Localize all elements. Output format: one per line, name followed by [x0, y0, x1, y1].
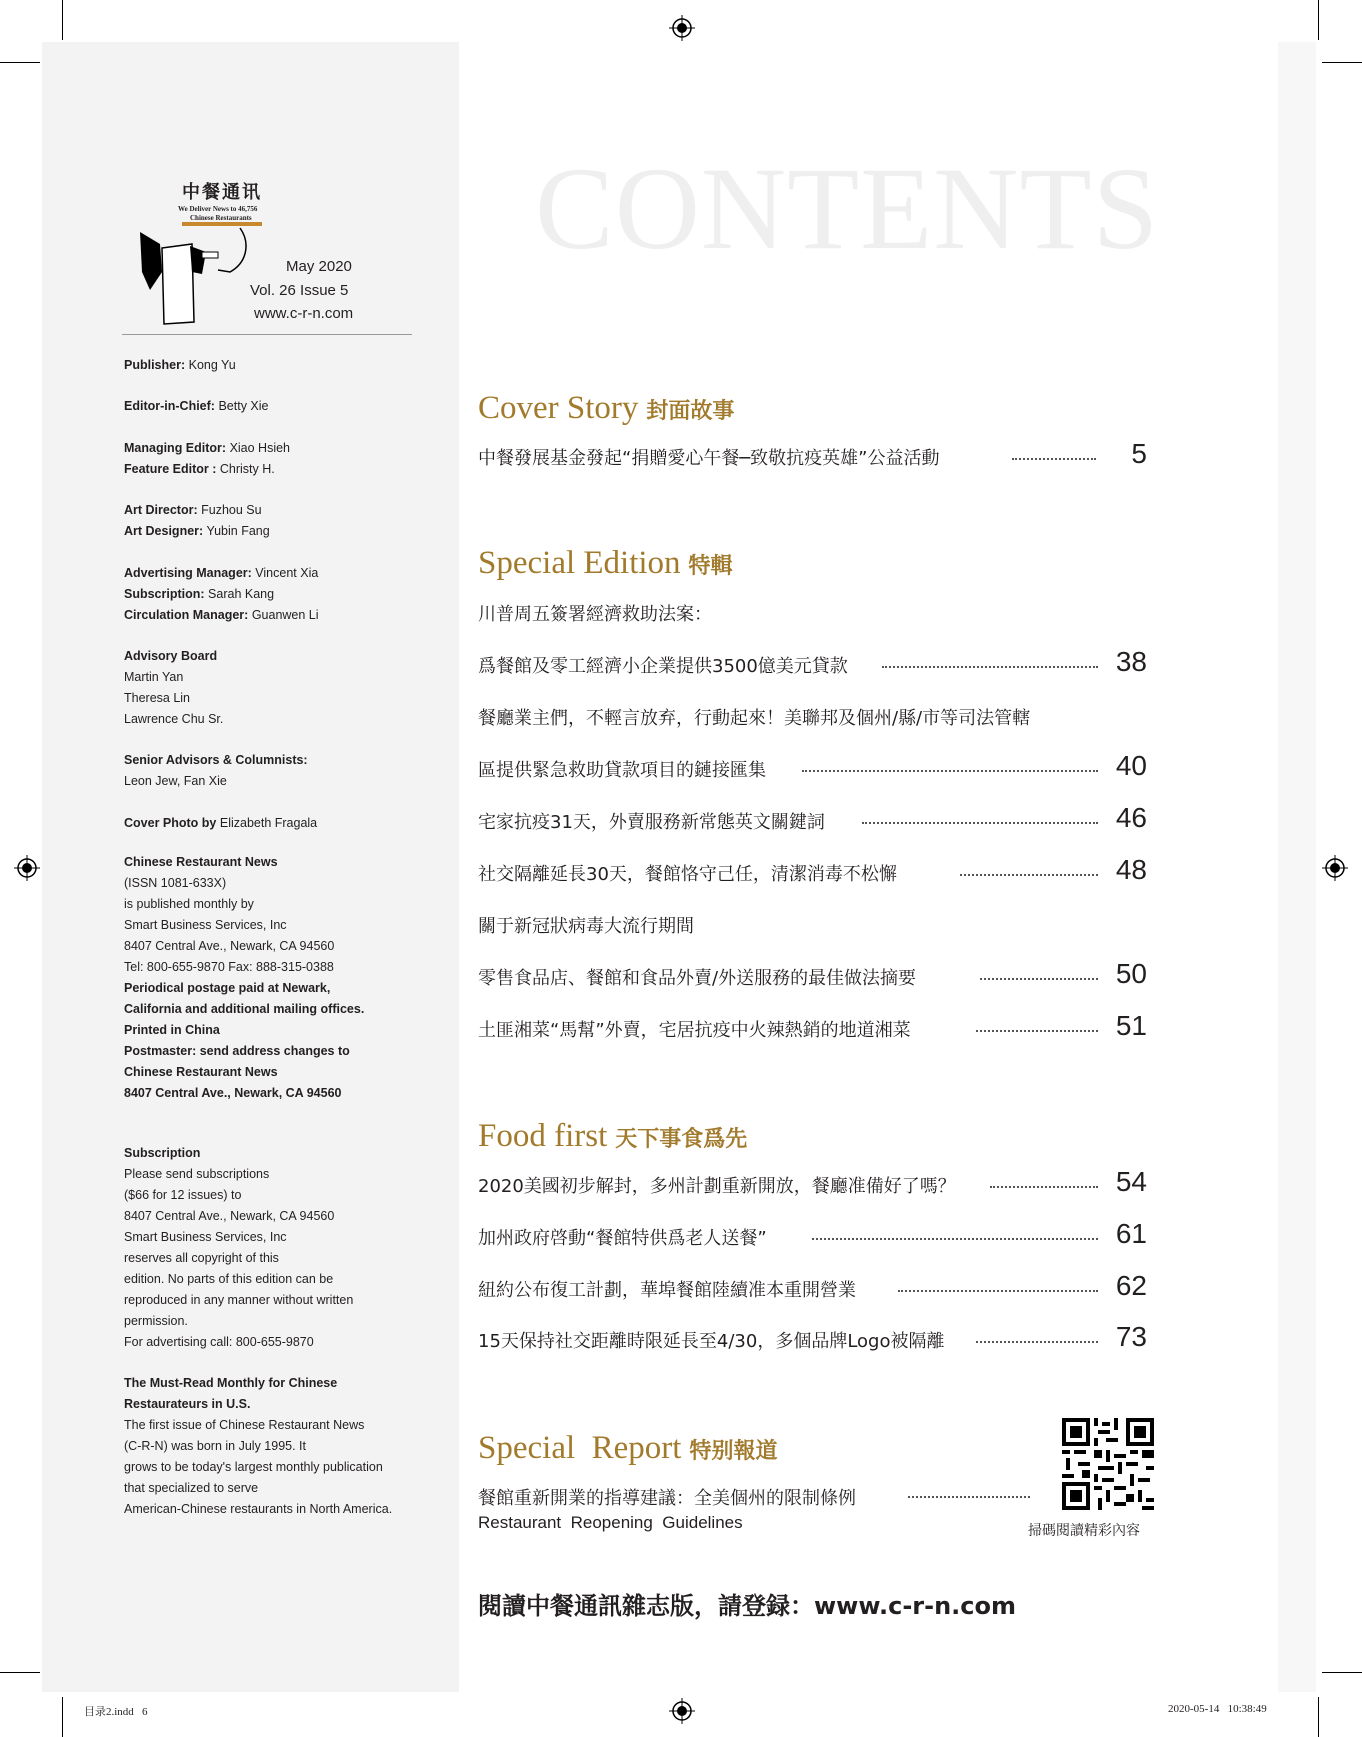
- toc-leader: [862, 822, 1098, 824]
- credit-line: Subscription: Sarah Kang: [124, 587, 275, 601]
- toc-entry[interactable]: 社交隔離延長30天，餐館恪守己任，清潔消毒不松懈: [478, 864, 897, 885]
- toc-page-number: 61: [1115, 1218, 1147, 1249]
- logo-tagline: Chinese Restaurants: [190, 214, 252, 222]
- section-title-food-first: Food first 天下事食爲先: [478, 1118, 748, 1154]
- toc-leader: [802, 770, 1098, 772]
- toc-page-number: 54: [1115, 1166, 1147, 1197]
- toc-page-number: 50: [1115, 958, 1147, 989]
- credit-line: Lawrence Chu Sr.: [124, 712, 224, 726]
- toc-page-number: 48: [1115, 854, 1147, 885]
- toc-entry[interactable]: 宅家抗疫31天，外賣服務新常態英文關鍵詞: [478, 812, 825, 833]
- print-slug-timestamp: 2020-05-14 10:38:49: [1168, 1703, 1267, 1715]
- section-title-special-edition: Special Edition 特輯: [478, 545, 733, 581]
- toc-page-number: 5: [1131, 438, 1147, 469]
- toc-leader: [812, 1238, 1098, 1240]
- toc-entry[interactable]: 紐約公布復工計劃，華埠餐館陸續准本重開營業: [478, 1280, 856, 1301]
- credit-line: Cover Photo by Elizabeth Fragala: [124, 816, 318, 830]
- info-line: 8407 Central Ave., Newark, CA 94560: [124, 1086, 342, 1100]
- info-line: that specialized to serve: [124, 1481, 259, 1495]
- print-slug-file: 目录2.indd 6: [84, 1706, 148, 1718]
- crop-mark: [62, 0, 63, 40]
- credit-line: Martin Yan: [124, 670, 184, 684]
- credit-line: Editor-in-Chief: Betty Xie: [124, 399, 269, 413]
- registration-mark-icon: [14, 855, 40, 881]
- crop-mark: [1322, 62, 1362, 63]
- registration-mark-icon: [1322, 855, 1348, 881]
- credit-line: Art Designer: Yubin Fang: [124, 524, 270, 538]
- credit-line: Feature Editor : Christy H.: [124, 462, 275, 476]
- subscription-heading: Subscription: [124, 1146, 201, 1160]
- toc-entry[interactable]: 關于新冠狀病毒大流行期間: [478, 916, 694, 937]
- toc-entry-english: Restaurant Reopening Guidelines: [478, 1513, 743, 1532]
- crop-mark: [62, 1697, 63, 1737]
- info-line: (ISSN 1081-633X): [124, 876, 227, 890]
- issue-volume: Vol. 26 Issue 5: [250, 282, 349, 299]
- credit-line: Publisher: Kong Yu: [124, 358, 236, 372]
- section-title-special-report: Special Report 特别報道: [478, 1430, 778, 1466]
- toc-leader: [990, 1186, 1098, 1188]
- qr-caption: 掃碼閱讀精彩內容: [1028, 1523, 1140, 1539]
- toc-page-number: 38: [1115, 646, 1147, 677]
- info-line: edition. No parts of this edition can be: [124, 1272, 334, 1286]
- toc-entry[interactable]: 加州政府啓動“餐館特供爲老人送餐”: [478, 1228, 767, 1249]
- toc-page-number: 73: [1115, 1321, 1147, 1352]
- info-line: is published monthly by: [124, 897, 254, 911]
- masthead-divider: [122, 334, 412, 335]
- issue-month: May 2020: [286, 258, 352, 275]
- toc-entry[interactable]: 零售食品店、餐館和食品外賣/外送服務的最佳做法摘要: [478, 968, 917, 989]
- credit-line: Theresa Lin: [124, 691, 191, 705]
- info-line: Printed in China: [124, 1023, 220, 1037]
- crop-mark: [1318, 0, 1319, 40]
- info-line: Smart Business Services, Inc: [124, 1230, 287, 1244]
- crop-mark: [1322, 1672, 1362, 1673]
- toc-intro: 川普周五簽署經濟救助法案：: [478, 604, 712, 625]
- toc-leader: [1012, 458, 1096, 460]
- crop-mark: [0, 1672, 40, 1673]
- credit-line: Senior Advisors & Columnists:: [124, 753, 308, 767]
- qr-code-icon[interactable]: [1062, 1418, 1154, 1510]
- masthead-website: www.c-r-n.com: [254, 305, 354, 322]
- about-heading: The Must-Read Monthly for Chinese: [124, 1376, 338, 1390]
- info-line: Tel: 800-655-9870 Fax: 888-315-0388: [124, 960, 334, 974]
- info-line: grows to be today's largest monthly publication: [124, 1460, 383, 1474]
- toc-leader: [908, 1496, 1030, 1498]
- logo-title: 中餐通讯: [182, 182, 262, 203]
- info-line: reserves all copyright of this: [124, 1251, 279, 1265]
- toc-entry[interactable]: 2020美國初步解封，多州計劃重新開放，餐廳准備好了嗎？: [478, 1176, 956, 1197]
- info-line: Smart Business Services, Inc: [124, 918, 287, 932]
- toc-entry[interactable]: 中餐發展基金發起“捐贈愛心午餐─致敬抗疫英雄”公益活動: [478, 448, 940, 469]
- subscription-info: [124, 1143, 353, 1353]
- info-line: reproduced in any manner without written: [124, 1293, 354, 1307]
- info-line: The first issue of Chinese Restaurant News: [124, 1418, 365, 1432]
- info-line: Periodical postage paid at Newark,: [124, 981, 331, 995]
- registration-mark-icon: [669, 1698, 695, 1724]
- toc-entry[interactable]: 餐廳業主們，不輕言放弃，行動起來！美聯邦及個州/縣/市等司法管轄: [478, 708, 1031, 729]
- about-info: [124, 1373, 392, 1520]
- credit-line: Art Director: Fuzhou Su: [124, 503, 262, 517]
- toc-entry[interactable]: 15天保持社交距離時限延長至4/30，多個品牌Logo被隔離: [478, 1331, 945, 1352]
- toc-leader: [898, 1290, 1098, 1292]
- toc-entry[interactable]: 餐館重新開業的指導建議：全美個州的限制條例: [478, 1488, 856, 1509]
- registration-mark-icon: [669, 15, 695, 41]
- toc-leader: [960, 874, 1098, 876]
- section-title-cover-story: Cover Story 封面故事: [478, 390, 735, 426]
- publication-info: [124, 852, 364, 1104]
- crop-mark: [1318, 1697, 1319, 1737]
- publication-heading: Chinese Restaurant News: [124, 855, 278, 869]
- toc-entry[interactable]: 爲餐館及零工經濟小企業提供3500億美元貸款: [478, 656, 848, 677]
- credit-line: Managing Editor: Xiao Hsieh: [124, 441, 291, 455]
- logo-tagline: We Deliver News to 46,756: [178, 205, 258, 213]
- info-line: 8407 Central Ave., Newark, CA 94560: [124, 1209, 335, 1223]
- toc-leader: [976, 1341, 1098, 1343]
- info-line: (C-R-N) was born in July 1995. It: [124, 1439, 307, 1453]
- info-line: ($66 for 12 issues) to: [124, 1188, 242, 1202]
- credit-line: Circulation Manager: Guanwen Li: [124, 608, 319, 622]
- toc-page-number: 62: [1115, 1270, 1147, 1301]
- contents-title: CONTENTS: [535, 143, 1160, 274]
- info-line: For advertising call: 800-655-9870: [124, 1335, 314, 1349]
- credit-line: Leon Jew, Fan Xie: [124, 774, 227, 788]
- toc-page-number: 51: [1115, 1010, 1147, 1041]
- toc-leader: [882, 666, 1098, 668]
- about-heading: Restaurateurs in U.S.: [124, 1397, 251, 1411]
- info-line: Chinese Restaurant News: [124, 1065, 278, 1079]
- info-line: American-Chinese restaurants in North America.: [124, 1502, 393, 1516]
- credit-line: Advertising Manager: Vincent Xia: [124, 566, 319, 580]
- toc-leader: [980, 978, 1098, 980]
- info-line: permission.: [124, 1314, 188, 1328]
- toc-page-number: 46: [1115, 802, 1147, 833]
- toc-entry[interactable]: 土匪湘菜“馬幫”外賣，宅居抗疫中火辣熱銷的地道湘菜: [478, 1020, 911, 1041]
- footer-cta[interactable]: 閱讀中餐通訊雜志版，請登録：www.c-r-n.com: [478, 1592, 1017, 1620]
- toc-leader: [976, 1030, 1098, 1032]
- crop-mark: [0, 62, 40, 63]
- info-line: California and additional mailing offices.: [124, 1002, 365, 1016]
- info-line: 8407 Central Ave., Newark, CA 94560: [124, 939, 335, 953]
- info-line: Please send subscriptions: [124, 1167, 270, 1181]
- info-line: Postmaster: send address changes to: [124, 1044, 350, 1058]
- toc-entry[interactable]: 區提供緊急救助貸款項目的鏈接匯集: [478, 760, 766, 781]
- toc-page-number: 40: [1115, 750, 1147, 781]
- page-edge-strip: [1278, 42, 1316, 1692]
- credit-line: Advisory Board: [124, 649, 218, 663]
